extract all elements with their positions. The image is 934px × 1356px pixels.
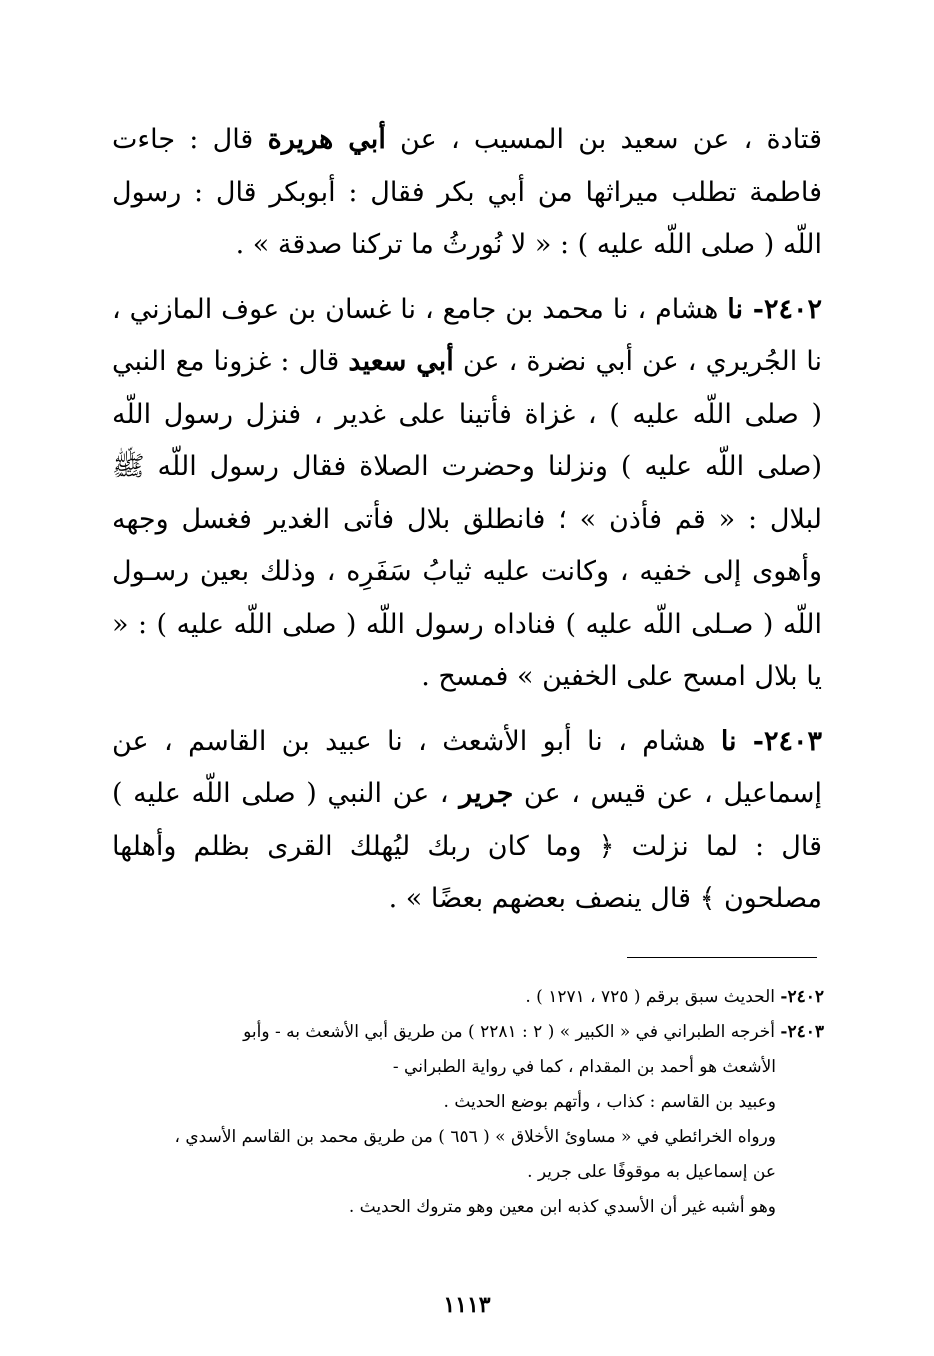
footnote-line: عن إسماعيل به موقوفًا على جرير . <box>527 1162 776 1182</box>
footnote-2402 <box>112 980 824 1015</box>
narrator-name: جرير <box>459 778 514 809</box>
main-text <box>112 114 822 938</box>
footnote-line: وعبيد بن القاسم : كذاب ، وأتهم بوضع الحديث . <box>443 1092 776 1112</box>
hadith-2403 <box>112 716 822 926</box>
paragraph-continuation <box>112 114 822 272</box>
narrator-name: أبي سعيد <box>348 346 454 377</box>
hadith-2402 <box>112 284 822 704</box>
page-number: ١١١٣ <box>443 1292 491 1318</box>
hadith-number: ٢٤٠٣- نا <box>720 725 822 757</box>
footnote-number: ٢٤٠٢- <box>780 987 824 1007</box>
footnote-number: ٢٤٠٣- <box>780 1022 824 1042</box>
footnote-line: وهو أشبه غير أن الأسدي كذبه ابن معين وهو متروك الحديث . <box>348 1197 776 1217</box>
text-run: قال : جاءت فاطمة تطلب ميراثها من أبي بكر فقال : أبوبكر قال : رسول اللّه ( صلى اللّه عليه ) : « لا نُورثُ ما تركنا صدقة » . <box>112 124 822 260</box>
narrator-name: أبي هريرة <box>267 124 386 155</box>
footnote-line: الأشعث هو أحمد بن المقدام ، كما في رواية الطبراني - <box>392 1057 776 1077</box>
text-run: قال : غزونا مع النبي ( صلى اللّه عليه ) ، غزاة فأتينا على غدير ، فنزل رسول اللّه (صلى اللّه عليه ) ونزلنا وحضرت الصلاة فقال رسول اللّه ﷺ لبلال : « قم فأذن » ؛ فانطلق بلال فأتى الغدير فغسل وجهه وأهوى إلى خفيه ، وكانت عليه ثيابُ سَفَرِه ، وذلك بعين رسـول اللّه ( صـلى اللّه عليه ) فناداه رسول اللّه ( صلى اللّه عليه ) : « يا بلال امسح على الخفين » فمسح . <box>112 346 823 692</box>
footnote-text: الحديث سبق برقم ( ٧٢٥ ، ١٢٧١ ) . <box>525 987 781 1007</box>
hadith-number: ٢٤٠٢- نا <box>727 293 822 325</box>
text-run: قتادة ، عن سعيد بن المسيب ، عن <box>385 124 822 155</box>
text-run: هشام ، نا أبو الأشعث ، نا عبيد بن القاسم ، عن إسماعيل ، عن قيس ، عن <box>112 725 822 809</box>
text-run: ، عن النبي ( صلى اللّه عليه ) قال : لما نزلت ﴿ وما كان ربك ليُهلك القرى بظلم وأهلها مصلحون ﴾ قال ينصف بعضهم بعضًا » . <box>112 778 822 914</box>
footnote-divider <box>627 957 817 958</box>
footnote-2403 <box>112 1015 824 1050</box>
text-run: هشام ، نا محمد بن جامع ، نا غسان بن عوف المازني ، نا الجُريري ، عن أبي نضرة ، عن <box>112 293 823 377</box>
footnote-line: ورواه الخرائطي في « مساوئ الأخلاق » ( ٦٥٦ ) من طريق محمد بن القاسم الأسدي ، <box>174 1127 776 1147</box>
footnote-text: أخرجه الطبراني في « الكبير » ( ٢ : ٢٢٨١ ) من طريق أبي الأشعث به - وأبو <box>243 1022 781 1042</box>
footnotes <box>112 980 824 1225</box>
